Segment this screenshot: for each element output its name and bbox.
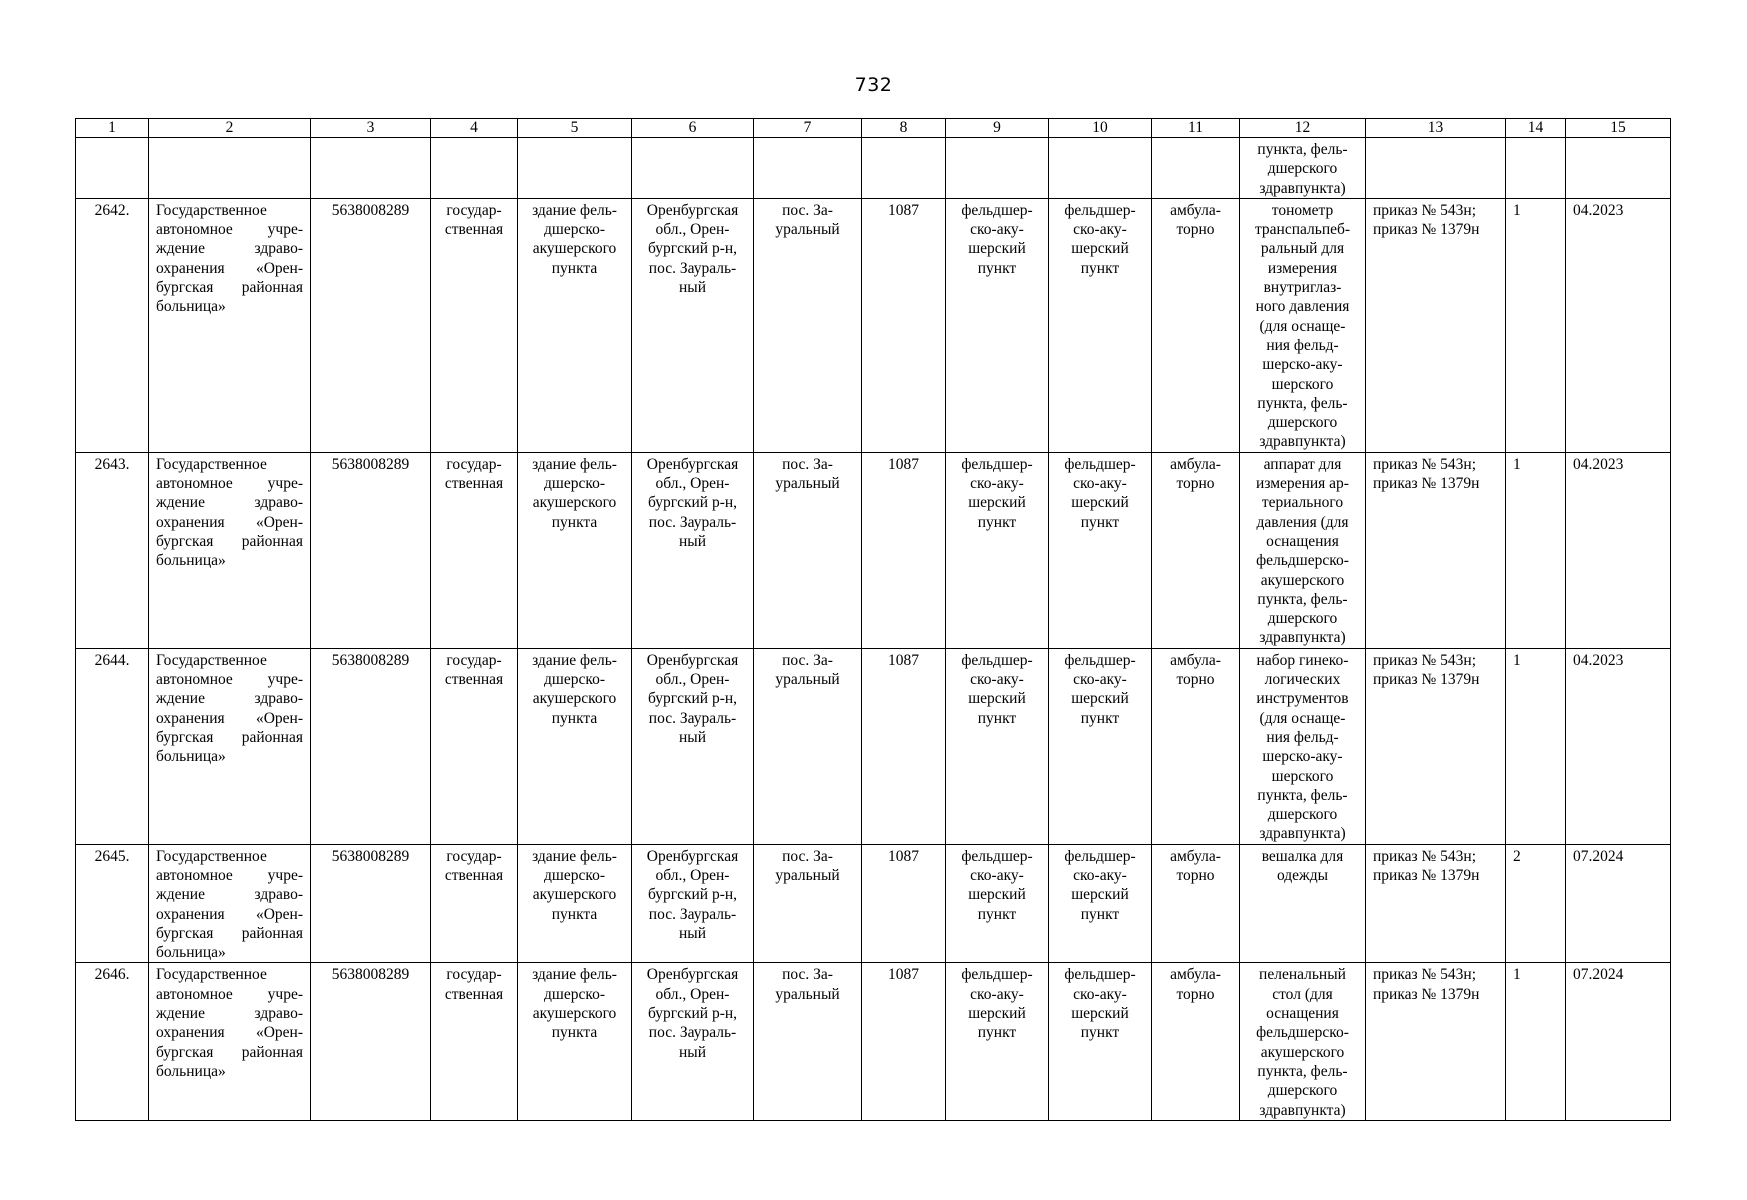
code-cell: 1087 bbox=[862, 452, 946, 648]
table-row bbox=[76, 198, 1671, 452]
order-cell: приказ № 543н; приказ № 1379н bbox=[1366, 648, 1506, 844]
row-number-cell: 2643. bbox=[76, 452, 149, 648]
continuation-row bbox=[76, 138, 1671, 199]
quantity-cell: 1 bbox=[1506, 648, 1566, 844]
equipment-cell: пункта, фель- дшерского здравпункта) bbox=[1240, 138, 1366, 199]
column-header: 3 bbox=[311, 119, 431, 138]
facility-kind-cell: фельдшер- ско-аку- шерский пункт bbox=[1049, 198, 1152, 452]
table-cell bbox=[149, 138, 311, 199]
table-cell bbox=[1566, 138, 1671, 199]
care-form-cell: амбула- торно bbox=[1152, 648, 1240, 844]
ownership-cell: государ- ственная bbox=[431, 844, 518, 963]
table-cell bbox=[946, 138, 1049, 199]
quantity-cell: 2 bbox=[1506, 844, 1566, 963]
page-number: 732 bbox=[854, 74, 893, 96]
ownership-cell: государ- ственная bbox=[431, 452, 518, 648]
table-cell bbox=[1049, 138, 1152, 199]
order-cell: приказ № 543н; приказ № 1379н bbox=[1366, 198, 1506, 452]
care-form-cell: амбула- торно bbox=[1152, 963, 1240, 1120]
date-cell: 07.2024 bbox=[1566, 963, 1671, 1120]
column-header: 11 bbox=[1152, 119, 1240, 138]
row-number-cell: 2644. bbox=[76, 648, 149, 844]
order-cell: приказ № 543н; приказ № 1379н bbox=[1366, 844, 1506, 963]
inn-cell: 5638008289 bbox=[311, 452, 431, 648]
organization-cell: Государственное автономное учре-ждение здраво-охранения «Орен-бургская районная больница» bbox=[149, 198, 311, 452]
building-cell: здание фель- дшерско- акушерского пункта bbox=[518, 198, 632, 452]
facility-type-cell: фельдшер- ско-аку- шерский пункт bbox=[946, 198, 1049, 452]
row-number-cell: 2642. bbox=[76, 198, 149, 452]
table-cell bbox=[754, 138, 862, 199]
header-row bbox=[76, 119, 1671, 138]
locality-cell: пос. За- уральный bbox=[754, 452, 862, 648]
column-header: 14 bbox=[1506, 119, 1566, 138]
organization-cell: Государственное автономное учре-ждение здраво-охранения «Орен-бургская районная больница» bbox=[149, 844, 311, 963]
inn-cell: 5638008289 bbox=[311, 963, 431, 1120]
table-cell bbox=[1152, 138, 1240, 199]
facility-type-cell: фельдшер- ско-аку- шерский пункт bbox=[946, 648, 1049, 844]
table-cell bbox=[431, 138, 518, 199]
equipment-cell: пеленальный стол (для оснащения фельдшерско- акушерского пункта, фель- дшерского здравпункта) bbox=[1240, 963, 1366, 1120]
column-header: 8 bbox=[862, 119, 946, 138]
address-cell: Оренбургская обл., Орен- бургский р-н, пос. Заураль- ный bbox=[632, 648, 754, 844]
order-cell: приказ № 543н; приказ № 1379н bbox=[1366, 452, 1506, 648]
order-cell: приказ № 543н; приказ № 1379н bbox=[1366, 963, 1506, 1120]
ownership-cell: государ- ственная bbox=[431, 198, 518, 452]
facility-kind-cell: фельдшер- ско-аку- шерский пункт bbox=[1049, 648, 1152, 844]
registry-table bbox=[75, 118, 1671, 1121]
facility-kind-cell: фельдшер- ско-аку- шерский пункт bbox=[1049, 452, 1152, 648]
care-form-cell: амбула- торно bbox=[1152, 844, 1240, 963]
inn-cell: 5638008289 bbox=[311, 198, 431, 452]
row-number-cell: 2646. bbox=[76, 963, 149, 1120]
row-number-cell: 2645. bbox=[76, 844, 149, 963]
inn-cell: 5638008289 bbox=[311, 648, 431, 844]
address-cell: Оренбургская обл., Орен- бургский р-н, пос. Заураль- ный bbox=[632, 963, 754, 1120]
table-cell bbox=[1366, 138, 1506, 199]
ownership-cell: государ- ственная bbox=[431, 963, 518, 1120]
date-cell: 04.2023 bbox=[1566, 198, 1671, 452]
equipment-cell: набор гинеко- логических инструментов (для оснаще- ния фельд- шерско-аку- шерского пункта, фель- дшерского здравпункта) bbox=[1240, 648, 1366, 844]
inn-cell: 5638008289 bbox=[311, 844, 431, 963]
facility-kind-cell: фельдшер- ско-аку- шерский пункт bbox=[1049, 844, 1152, 963]
ownership-cell: государ- ственная bbox=[431, 648, 518, 844]
address-cell: Оренбургская обл., Орен- бургский р-н, пос. Заураль- ный bbox=[632, 452, 754, 648]
locality-cell: пос. За- уральный bbox=[754, 963, 862, 1120]
column-header: 2 bbox=[149, 119, 311, 138]
table-cell bbox=[311, 138, 431, 199]
table-cell bbox=[862, 138, 946, 199]
facility-type-cell: фельдшер- ско-аку- шерский пункт bbox=[946, 963, 1049, 1120]
column-header: 4 bbox=[431, 119, 518, 138]
code-cell: 1087 bbox=[862, 198, 946, 452]
table-row bbox=[76, 648, 1671, 844]
building-cell: здание фель- дшерско- акушерского пункта bbox=[518, 452, 632, 648]
table-cell bbox=[518, 138, 632, 199]
table-cell bbox=[76, 138, 149, 199]
code-cell: 1087 bbox=[862, 963, 946, 1120]
equipment-cell: вешалка для одежды bbox=[1240, 844, 1366, 963]
equipment-cell: тонометр транспальпеб- ральный для измерения внутриглаз- ного давления (для оснаще- ния фельд- шерско-аку- шерского пункта, фель- дшерского здравпункта) bbox=[1240, 198, 1366, 452]
table-row bbox=[76, 963, 1671, 1120]
building-cell: здание фель- дшерско- акушерского пункта bbox=[518, 963, 632, 1120]
address-cell: Оренбургская обл., Орен- бургский р-н, пос. Заураль- ный bbox=[632, 198, 754, 452]
facility-kind-cell: фельдшер- ско-аку- шерский пункт bbox=[1049, 963, 1152, 1120]
organization-cell: Государственное автономное учре-ждение здраво-охранения «Орен-бургская районная больница» bbox=[149, 452, 311, 648]
quantity-cell: 1 bbox=[1506, 198, 1566, 452]
table-row bbox=[76, 844, 1671, 963]
building-cell: здание фель- дшерско- акушерского пункта bbox=[518, 648, 632, 844]
column-header: 15 bbox=[1566, 119, 1671, 138]
equipment-cell: аппарат для измерения ар- териального давления (для оснащения фельдшерско- акушерского пункта, фель- дшерского здравпункта) bbox=[1240, 452, 1366, 648]
organization-cell: Государственное автономное учре-ждение здраво-охранения «Орен-бургская районная больница» bbox=[149, 648, 311, 844]
table-cell bbox=[632, 138, 754, 199]
date-cell: 04.2023 bbox=[1566, 648, 1671, 844]
column-header: 5 bbox=[518, 119, 632, 138]
care-form-cell: амбула- торно bbox=[1152, 198, 1240, 452]
column-header: 12 bbox=[1240, 119, 1366, 138]
column-header: 10 bbox=[1049, 119, 1152, 138]
table-row bbox=[76, 452, 1671, 648]
code-cell: 1087 bbox=[862, 844, 946, 963]
care-form-cell: амбула- торно bbox=[1152, 452, 1240, 648]
column-header: 7 bbox=[754, 119, 862, 138]
building-cell: здание фель- дшерско- акушерского пункта bbox=[518, 844, 632, 963]
facility-type-cell: фельдшер- ско-аку- шерский пункт bbox=[946, 452, 1049, 648]
quantity-cell: 1 bbox=[1506, 452, 1566, 648]
table-cell bbox=[1506, 138, 1566, 199]
facility-type-cell: фельдшер- ско-аку- шерский пункт bbox=[946, 844, 1049, 963]
date-cell: 07.2024 bbox=[1566, 844, 1671, 963]
locality-cell: пос. За- уральный bbox=[754, 648, 862, 844]
code-cell: 1087 bbox=[862, 648, 946, 844]
column-header: 6 bbox=[632, 119, 754, 138]
column-header: 1 bbox=[76, 119, 149, 138]
column-header: 9 bbox=[946, 119, 1049, 138]
organization-cell: Государственное автономное учре-ждение здраво-охранения «Орен-бургская районная больница» bbox=[149, 963, 311, 1120]
date-cell: 04.2023 bbox=[1566, 452, 1671, 648]
locality-cell: пос. За- уральный bbox=[754, 198, 862, 452]
column-header: 13 bbox=[1366, 119, 1506, 138]
address-cell: Оренбургская обл., Орен- бургский р-н, пос. Заураль- ный bbox=[632, 844, 754, 963]
quantity-cell: 1 bbox=[1506, 963, 1566, 1120]
locality-cell: пос. За- уральный bbox=[754, 844, 862, 963]
